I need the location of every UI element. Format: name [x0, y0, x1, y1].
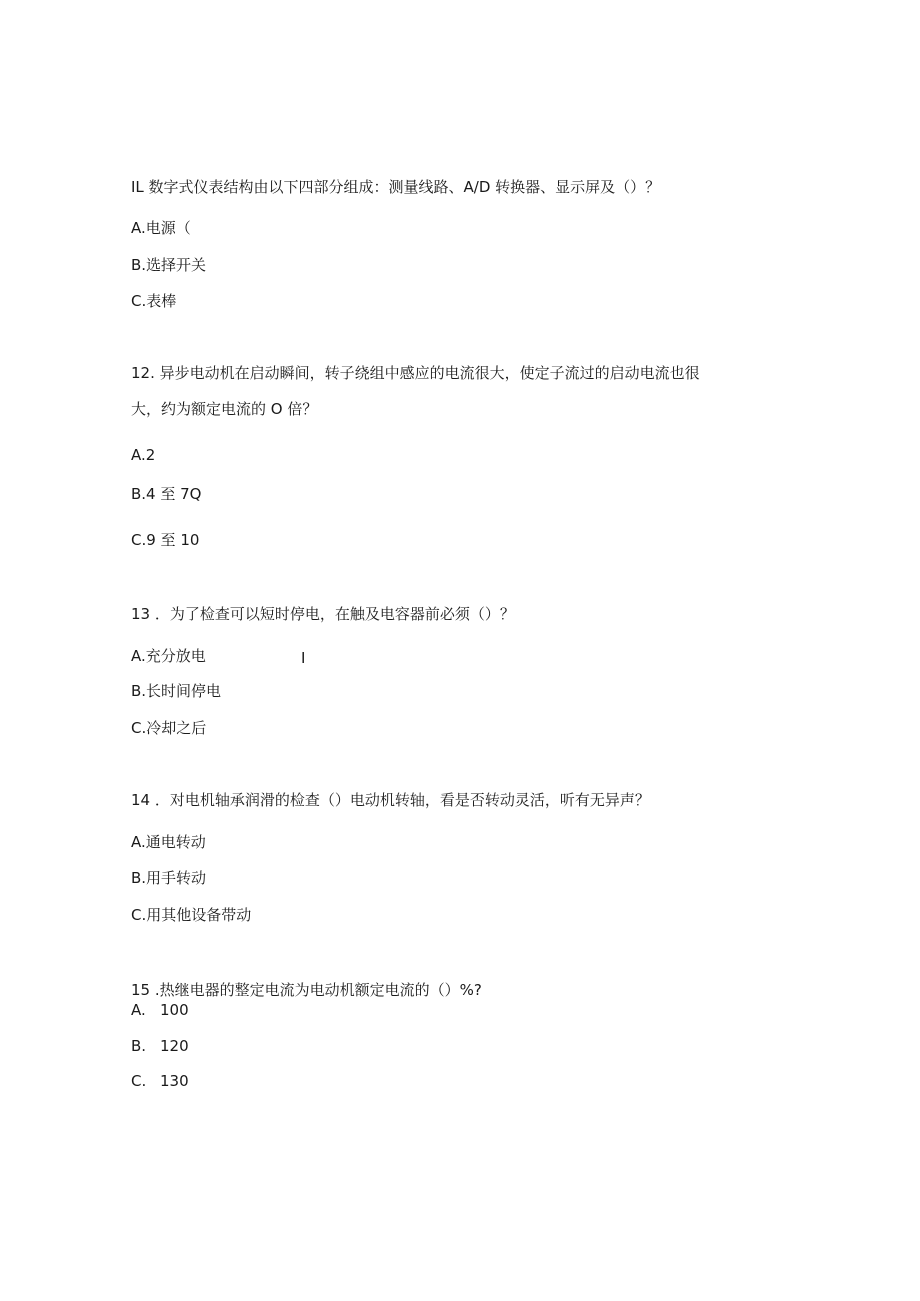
- question-14-stem: 14 ．对电机轴承润滑的检查（）电动机转轴，看是否转动灵活，听有无异声？: [131, 791, 650, 809]
- question-11-option-c[interactable]: C.表棒: [131, 292, 177, 310]
- question-15-option-b[interactable]: [131, 1036, 189, 1056]
- question-14-option-a[interactable]: A.通电转动: [131, 833, 206, 851]
- question-12-stem-line-2: 大，约为额定电流的 O 倍？: [131, 400, 318, 418]
- option-letter: C.: [131, 1072, 147, 1090]
- question-13-option-c[interactable]: C.冷却之后: [131, 719, 207, 737]
- option-value: 120: [160, 1037, 189, 1055]
- question-12-stem-line-1: 12. 异步电动机在启动瞬间，转子绕组中感应的电流很大，使定子流过的启动电流也很: [131, 364, 700, 382]
- question-13-stem: 13 ．为了检查可以短时停电，在触及电容器前必须（）？: [131, 605, 515, 623]
- text-cursor-mark: I: [301, 649, 306, 667]
- question-15-stem: 15 .热继电器的整定电流为电动机额定电流的（）%?: [131, 981, 482, 999]
- question-11-option-a[interactable]: A.电源（: [131, 219, 191, 237]
- option-value: 130: [160, 1072, 189, 1090]
- question-14-option-b[interactable]: B.用手转动: [131, 869, 207, 887]
- question-14-option-c[interactable]: C.用其他设备带动: [131, 906, 252, 924]
- question-12-option-a[interactable]: A.2: [131, 446, 156, 464]
- question-15-option-a[interactable]: [131, 1000, 189, 1020]
- option-value: 100: [160, 1001, 189, 1019]
- question-12-option-b[interactable]: B.4 至 7Q: [131, 485, 202, 503]
- question-15-option-c[interactable]: [131, 1071, 189, 1091]
- question-11-stem: IL 数字式仪表结构由以下四部分组成：测量线路、A/D 转换器、显示屏及（）？: [131, 178, 661, 196]
- option-letter: B.: [131, 1037, 147, 1055]
- option-letter: A.: [131, 1001, 146, 1019]
- question-11-option-b[interactable]: B.选择开关: [131, 256, 207, 274]
- question-12-option-c[interactable]: C.9 至 10: [131, 531, 200, 549]
- question-13-option-a[interactable]: A.充分放电: [131, 647, 206, 665]
- question-13-option-b[interactable]: B.长时间停电: [131, 682, 222, 700]
